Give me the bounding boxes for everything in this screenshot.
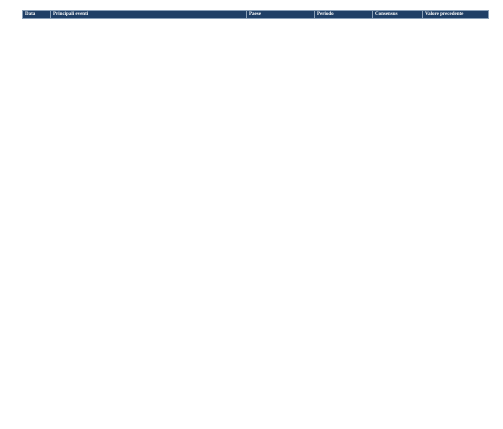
header-period: Periodo <box>315 11 373 19</box>
table-header-row <box>23 11 489 19</box>
header-country: Paese <box>247 11 315 19</box>
header-event: Principali eventi <box>51 11 247 19</box>
header-date: Data <box>23 11 51 19</box>
economic-calendar-sheet <box>22 10 488 19</box>
header-consensus: Consensus <box>373 11 423 19</box>
header-previous: Valore precedente <box>423 11 489 19</box>
economic-calendar-table <box>22 10 489 19</box>
